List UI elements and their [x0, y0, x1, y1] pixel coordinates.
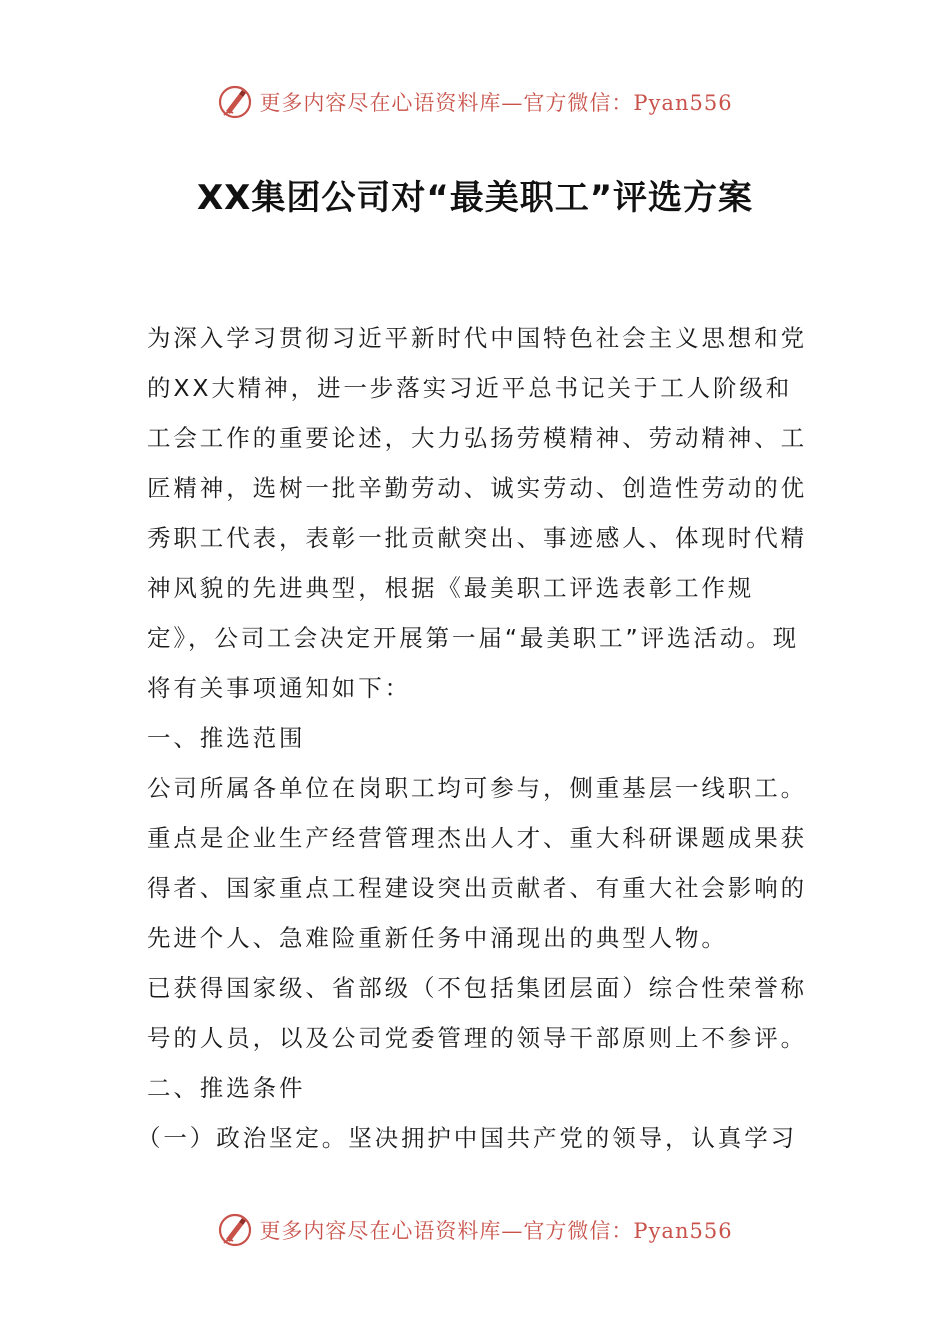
section-heading-scope: 一、推选范围 [147, 724, 306, 752]
document-title: XX集团公司对“最美职工”评选方案 [196, 178, 754, 218]
footer-watermark [0, 1212, 950, 1248]
scope-paragraph: 公司所属各单位在岗职工均可参与，侧重基层一线职工。重点是企业生产经营管理杰出人才、重大科研课题成果获得者、国家重点工程建设突出贡献者、有重大社会影响的先进个人、急难险重新任务中涌现出的典型人物。 [147, 774, 807, 952]
condition-item-1: （一）政治坚定。坚决拥护中国共产党的领导，认真学习 [137, 1124, 797, 1152]
pen-logo-icon [217, 1212, 253, 1248]
document-body [137, 313, 807, 1163]
watermark-text: 更多内容尽在心语资料库—官方微信：Pyan556 [259, 1219, 733, 1243]
watermark-text: 更多内容尽在心语资料库—官方微信：Pyan556 [259, 91, 733, 115]
intro-paragraph: 为深入学习贯彻习近平新时代中国特色社会主义思想和党的XX大精神，进一步落实习近平总书记关于工人阶级和工会工作的重要论述，大力弘扬劳模精神、劳动精神、工匠精神，选树一批辛勤劳动、诚实劳动、创造性劳动的优秀职工代表，表彰一批贡献突出、事迹感人、体现时代精神风貌的先进典型，根据《最美职工评选表彰工作规定》，公司工会决定开展第一届“最美职工”评选活动。现将有关事项通知如下： [147, 324, 807, 702]
exclusion-paragraph: 已获得国家级、省部级（不包括集团层面）综合性荣誉称号的人员，以及公司党委管理的领导干部原则上不参评。 [147, 974, 807, 1052]
pen-logo-icon [217, 84, 253, 120]
section-heading-conditions: 二、推选条件 [147, 1074, 306, 1102]
header-watermark [0, 84, 950, 120]
